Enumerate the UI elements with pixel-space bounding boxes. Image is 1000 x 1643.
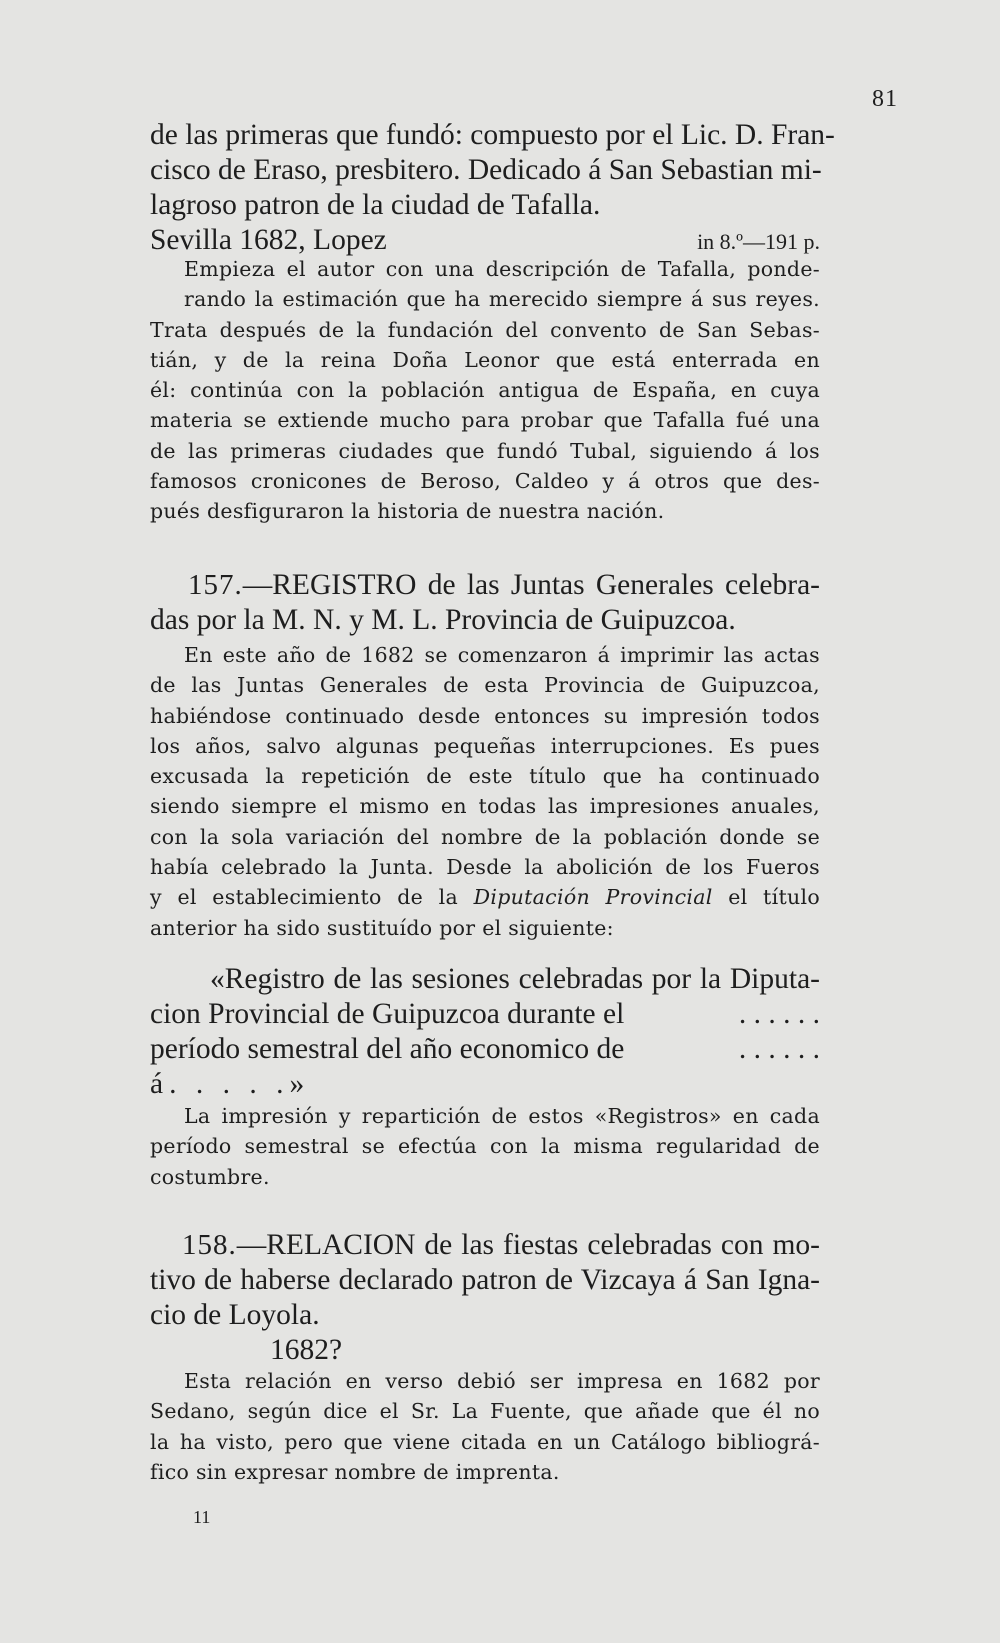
note-line: Empieza el autor con una descripción de Tafalla, ponde-	[184, 257, 820, 281]
note-line: excusada la repetición de este título que ha continuado	[150, 764, 820, 789]
title-line: cisco de Eraso, presbitero. Dedicado á San Sebastian mi-	[150, 154, 822, 186]
note-line: había celebrado la Junta. Desde la abolición de los Fueros	[150, 855, 820, 880]
title-line: cio de Loyola.	[150, 1299, 320, 1331]
entry-157-quote	[150, 962, 820, 1102]
title-text: —REGISTRO de las Juntas Generales celebra-	[242, 569, 820, 601]
quote-line	[150, 997, 820, 1032]
note-line: pués desfiguraron la historia de nuestra nación.	[150, 499, 665, 524]
title-line: tivo de haberse declarado patron de Vizcaya á San Igna-	[150, 1264, 820, 1296]
date-line: 1682?	[270, 1334, 343, 1366]
entry-157-title	[150, 568, 820, 638]
entry-158-note	[150, 1366, 820, 1487]
note-line: de las Juntas Generales de esta Provincia de Guipuzcoa,	[150, 673, 820, 698]
quote-line: «Registro de las sesiones celebradas por la Diputa-	[210, 963, 820, 995]
quote-dots: . . . . . .	[738, 998, 820, 1030]
format: in 8.º—191 p.	[697, 229, 820, 254]
note-line: rando la estimación que ha merecido siempre á sus reyes.	[184, 287, 820, 312]
note-line: En este año de 1682 se comenzaron á imprimir las actas	[184, 643, 820, 667]
quote-text: período semestral del año economico de	[150, 1033, 625, 1065]
quote-dots: . . . . . .	[738, 1033, 820, 1065]
note-line: de las primeras ciudades que fundó Tubal, siguiendo á los	[150, 438, 820, 463]
note-line: habiéndose continuado desde entonces su impresión todos	[150, 703, 820, 728]
title-line	[150, 1228, 820, 1263]
entry-continued-note	[150, 254, 820, 527]
note-line: tián, y de la reina Doña Leonor que está enterrada en	[150, 347, 820, 372]
note-text: y el establecimiento de la	[150, 885, 474, 910]
entry-number: 158.	[182, 1229, 237, 1261]
title-line: lagroso patron de la ciudad de Tafalla.	[150, 189, 601, 221]
imprint: Sevilla 1682, Lopez	[150, 224, 387, 256]
note-line: la ha visto, pero que viene citada en un Catálogo bibliográ-	[150, 1429, 820, 1454]
note-line: Sedano, según dice el Sr. La Fuente, que añade que él no	[150, 1399, 820, 1424]
quote-line: á. . . . .»	[150, 1068, 311, 1100]
note-line: los años, salvo algunas pequeñas interrupciones. Es pues	[150, 733, 820, 758]
title-line: das por la M. N. y M. L. Provincia de Guipuzcoa.	[150, 604, 736, 636]
note-line: siendo siempre el mismo en todas las impresiones anuales,	[150, 794, 820, 819]
title-text: —RELACION de las fiestas celebradas con mo-	[236, 1229, 820, 1261]
note-line: famosos cronicones de Beroso, Caldeo y á otros que des-	[150, 469, 820, 494]
note-line: anterior ha sido sustituído por el siguiente:	[150, 915, 614, 940]
note-line: La impresión y repartición de estos «Registros» en cada	[184, 1104, 820, 1128]
entry-157-note-2	[150, 1101, 820, 1192]
title-line: de las primeras que fundó: compuesto por el Lic. D. Fran-	[150, 119, 835, 151]
note-line	[150, 882, 820, 912]
note-line: Trata después de la fundación del convento de San Sebas-	[150, 317, 820, 342]
note-line: costumbre.	[150, 1164, 270, 1189]
note-line: con la sola variación del nombre de la población donde se	[150, 824, 820, 849]
note-italic: Diputación Provincial	[473, 885, 713, 910]
note-line: materia se extiende mucho para probar que Tafalla fué una	[150, 408, 820, 433]
note-text: el título	[712, 885, 820, 910]
entry-157-note	[150, 640, 820, 943]
entry-number: 157.	[188, 569, 243, 601]
note-line: él: continúa con la población antigua de España, en cuya	[150, 378, 820, 403]
note-line: período semestral se efectúa con la misma regularidad de	[150, 1134, 820, 1159]
quote-text: cion Provincial de Guipuzcoa durante el	[150, 998, 625, 1030]
title-line	[150, 568, 820, 603]
note-line: Esta relación en verso debió ser impresa en 1682 por	[184, 1369, 820, 1393]
page-number: 81	[872, 86, 898, 112]
note-line: fico sin expresar nombre de imprenta.	[150, 1459, 560, 1484]
entry-continued-title	[150, 118, 835, 259]
entry-158-title	[150, 1228, 820, 1368]
signature-mark: 11	[193, 1507, 211, 1527]
quote-line	[150, 1032, 820, 1067]
